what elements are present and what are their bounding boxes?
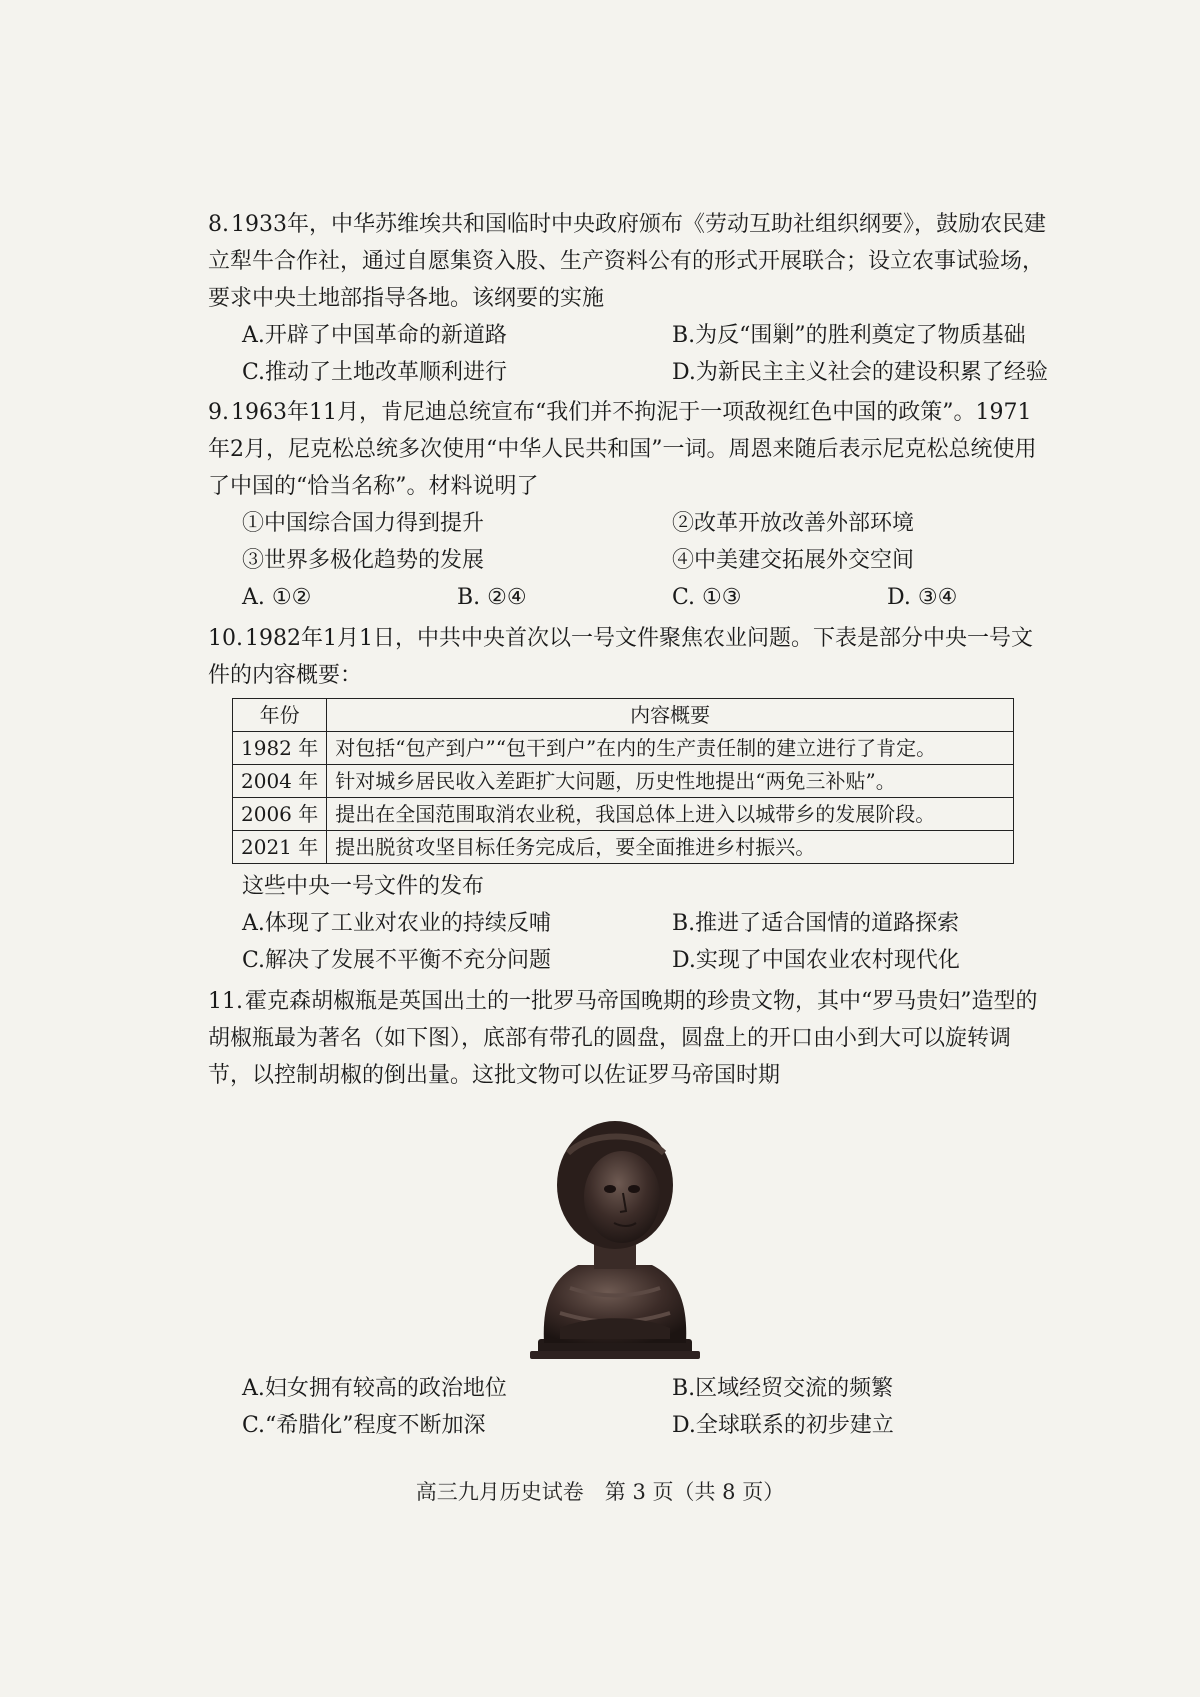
question-stem: 1933年，中华苏维埃共和国临时中央政府颁布《劳动互助社组织纲要》，鼓励农民建立犁牛合作社，通过自愿集资入股、生产资料公有的形式开展联合；设立农事试验场，要求中央土地部指导各地。该纲要的实施 bbox=[208, 212, 1046, 311]
table-row bbox=[233, 798, 1014, 831]
table-row bbox=[233, 732, 1014, 765]
question-9 bbox=[208, 394, 1048, 616]
option-a: A.开辟了中国革命的新道路 bbox=[242, 323, 507, 348]
option-d: D.实现了中国农业农村现代化 bbox=[672, 948, 960, 973]
option-a: A. ①② bbox=[242, 585, 312, 610]
question-11 bbox=[208, 983, 1048, 1094]
option-c: C.解决了发展不平衡不充分问题 bbox=[242, 948, 552, 973]
question-number: 9. bbox=[208, 400, 229, 425]
option-b: B.为反“围剿”的胜利奠定了物质基础 bbox=[672, 323, 1026, 348]
question-lead: 这些中央一号文件的发布 bbox=[242, 874, 485, 899]
table-cell-year: 2006 年 bbox=[233, 798, 327, 831]
statement-4: ④中美建交拓展外交空间 bbox=[672, 548, 915, 573]
statement-3: ③世界多极化趋势的发展 bbox=[242, 548, 485, 573]
pepper-pot-image bbox=[530, 1113, 700, 1363]
statement-1: ①中国综合国力得到提升 bbox=[242, 511, 485, 536]
question-number: 8. bbox=[208, 212, 229, 237]
options bbox=[208, 905, 1048, 979]
question-stem: 霍克森胡椒瓶是英国出土的一批罗马帝国晚期的珍贵文物，其中“罗马贵妇”造型的胡椒瓶最为著名（如下图），底部有带孔的圆盘，圆盘上的开口由小到大可以旋转调节，以控制胡椒的倒出量。这批文物可以佐证罗马帝国时期 bbox=[208, 989, 1038, 1088]
option-b: B.区域经贸交流的频繁 bbox=[672, 1376, 894, 1401]
option-d: D. ③④ bbox=[887, 585, 958, 610]
page-footer: 高三九月历史试卷 第 3 页（共 8 页） bbox=[415, 1480, 785, 1504]
option-d: D.为新民主主义社会的建设积累了经验 bbox=[672, 360, 1048, 385]
question-number: 10. bbox=[208, 626, 243, 651]
option-a: A.妇女拥有较高的政治地位 bbox=[242, 1376, 507, 1401]
options bbox=[208, 1370, 1048, 1444]
statement-2: ②改革开放改善外部环境 bbox=[672, 511, 915, 536]
option-c: C.“希腊化”程度不断加深 bbox=[242, 1413, 486, 1438]
question-stem: 1963年11月，肯尼迪总统宣布“我们并不拘泥于一项敌视红色中国的政策”。1971年2月，尼克松总统多次使用“中华人民共和国”一词。周恩来随后表示尼克松总统使用了中国的“恰当名称”。材料说明了 bbox=[208, 400, 1037, 499]
table-header-content: 内容概要 bbox=[327, 699, 1014, 732]
roman-lady-bust-icon bbox=[530, 1113, 700, 1363]
table-header-year: 年份 bbox=[233, 699, 327, 732]
option-d: D.全球联系的初步建立 bbox=[672, 1413, 894, 1438]
table-header-row bbox=[233, 699, 1014, 732]
question-stem: 1982年1月1日，中共中央首次以一号文件聚焦农业问题。下表是部分中央一号文件的内容概要： bbox=[208, 626, 1033, 688]
question-10 bbox=[208, 620, 1048, 979]
option-c: C.推动了土地改革顺利进行 bbox=[242, 360, 508, 385]
option-c: C. ①③ bbox=[672, 585, 742, 610]
table-row bbox=[233, 765, 1014, 798]
option-b: B. ②④ bbox=[457, 585, 527, 610]
document-table bbox=[232, 698, 1014, 864]
table-row bbox=[233, 831, 1014, 864]
question-8 bbox=[208, 206, 1048, 391]
question-11-options bbox=[208, 1370, 1048, 1444]
options bbox=[208, 579, 1048, 616]
table-cell-year: 2004 年 bbox=[233, 765, 327, 798]
statements bbox=[208, 505, 1048, 579]
table-cell-year: 2021 年 bbox=[233, 831, 327, 864]
table-cell-content: 提出在全国范围取消农业税，我国总体上进入以城带乡的发展阶段。 bbox=[327, 798, 1014, 831]
option-b: B.推进了适合国情的道路探索 bbox=[672, 911, 960, 936]
option-a: A.体现了工业对农业的持续反哺 bbox=[242, 911, 551, 936]
table-cell-content: 提出脱贫攻坚目标任务完成后，要全面推进乡村振兴。 bbox=[327, 831, 1014, 864]
options bbox=[208, 317, 1048, 391]
table-cell-content: 对包括“包产到户”“包干到户”在内的生产责任制的建立进行了肯定。 bbox=[327, 732, 1014, 765]
table-cell-year: 1982 年 bbox=[233, 732, 327, 765]
table-cell-content: 针对城乡居民收入差距扩大问题，历史性地提出“两免三补贴”。 bbox=[327, 765, 1014, 798]
question-number: 11. bbox=[208, 989, 243, 1014]
